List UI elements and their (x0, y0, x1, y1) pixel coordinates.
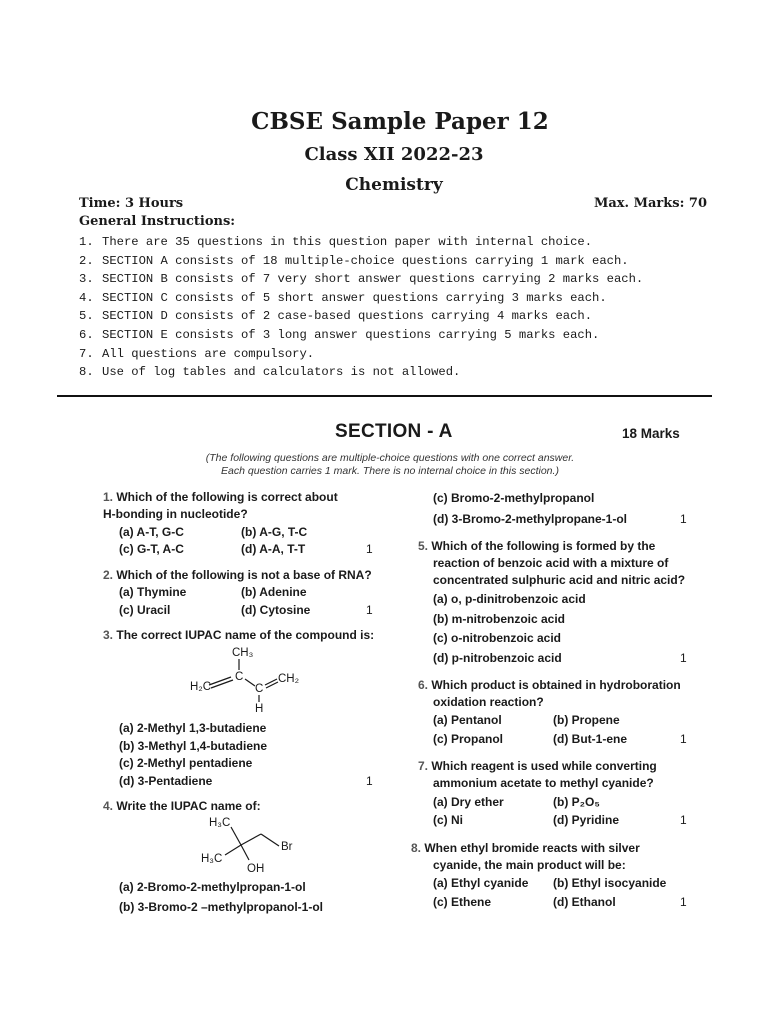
class-line: Class XII 2022-23 (304, 144, 484, 165)
max-marks-label: Max. Marks: 70 (593, 196, 707, 211)
q3-option-a: (a) 2-Methyl 1,3-butadiene (119, 721, 267, 735)
q4-bond (241, 834, 261, 845)
question-6: 6. Which product is obtained in hydroboration oxidation reaction? (418, 678, 681, 709)
q2-option-b: (b) Adenine (241, 585, 307, 599)
q8-option-c: (c) Ethene (433, 895, 492, 909)
q5-option-b: (b) m-nitrobenzoic acid (433, 612, 565, 626)
q6-option-a: (a) Pentanol (433, 713, 502, 727)
q2-option-c: (c) Uracil (119, 603, 171, 617)
q5-mark: 1 (680, 651, 687, 665)
q3-structure-diagram (185, 642, 305, 714)
q3-atom-c1: C (235, 671, 244, 683)
question-7: 7. Which reagent is used while converting ammonium acetate to methyl cyanide? (418, 759, 657, 790)
q4-option-b: (b) 3-Bromo-2 –methylpropanol-1-ol (119, 900, 324, 914)
q6-option-c: (c) Propanol (433, 732, 504, 746)
q8-option-a: (a) Ethyl cyanide (433, 876, 529, 890)
subject-title: Chemistry (345, 175, 443, 195)
q7-mark: 1 (680, 813, 687, 827)
q4-atom-oh: OH (247, 863, 265, 875)
q4-mark: 1 (680, 512, 687, 526)
q2-option-a: (a) Thymine (119, 585, 187, 599)
q7-option-c: (c) Ni (433, 813, 463, 827)
q3-atom-h: H (255, 703, 264, 714)
q4-option-d: (d) 3-Bromo-2-methylpropane-1-ol (433, 512, 628, 526)
q7-option-b: (b) P₂O₅ (553, 795, 600, 809)
instruction-item: 4. SECTION C consists of 5 short answer questions carrying 3 marks each. (79, 290, 607, 305)
paper-title: CBSE Sample Paper 12 (251, 108, 549, 135)
question-4: 4. Write the IUPAC name of: (103, 799, 261, 813)
q6-option-d: (d) But-1-ene (553, 732, 627, 746)
q4-option-c: (c) Bromo-2-methylpropanol (433, 491, 595, 505)
q4-structure-diagram (195, 812, 305, 876)
q5-option-c: (c) o-nitrobenzoic acid (433, 631, 562, 645)
q3-mark: 1 (366, 774, 373, 788)
q1-option-a: (a) A-T, G-C (119, 525, 184, 539)
q3-bond (245, 679, 255, 686)
q5-option-d: (d) p-nitrobenzoic acid (433, 651, 562, 665)
question-3: 3. The correct IUPAC name of the compound is: (103, 628, 375, 642)
q4-atom-br: Br (281, 841, 293, 853)
instructions-list (79, 233, 643, 382)
q3-bond (211, 680, 233, 688)
q8-option-b: (b) Ethyl isocyanide (553, 876, 667, 890)
q2-mark: 1 (366, 603, 373, 617)
q6-mark: 1 (680, 732, 687, 746)
q3-bond (266, 682, 278, 688)
q3-option-b: (b) 3-Methyl 1,4-butadiene (119, 739, 268, 753)
q4-bond (225, 845, 241, 855)
instruction-item: 7. All questions are compulsory. (79, 346, 315, 361)
question-1: 1. Which of the following is correct about H-bonding in nucleotide? (103, 490, 338, 521)
q4-bond (241, 845, 249, 860)
q1-option-d: (d) A-A, T-T (241, 542, 306, 556)
q4-atom-h3c-bottom: H₃C (201, 853, 223, 865)
q3-atom-c2: C (255, 683, 264, 695)
section-note: (The following questions are multiple-choice questions with one correct answer. Each question carries 1 mark. There is no internal choice in this section.) (205, 452, 575, 477)
q8-option-d: (d) Ethanol (553, 895, 616, 909)
q1-option-c: (c) G-T, A-C (119, 542, 184, 556)
q3-bond (209, 677, 231, 685)
q1-mark: 1 (366, 542, 373, 556)
question-5: 5. Which of the following is formed by the reaction of benzoic acid with a mixture of concentrated sulphuric acid and nitric acid? (418, 539, 686, 587)
q8-mark: 1 (680, 895, 687, 909)
q4-option-a: (a) 2-Bromo-2-methylpropan-1-ol (119, 880, 306, 894)
instructions-heading: General Instructions: (79, 214, 236, 229)
q4-bond (231, 827, 241, 845)
q6-option-b: (b) Propene (553, 713, 620, 727)
instruction-item: 1. There are 35 questions in this question paper with internal choice. (79, 235, 593, 249)
instruction-item: 8. Use of log tables and calculators is not allowed. (79, 365, 461, 380)
q4-bond (261, 834, 279, 846)
q3-option-d: (d) 3-Pentadiene (119, 774, 213, 788)
section-title: SECTION - A (335, 421, 453, 442)
q3-option-c: (c) 2-Methyl pentadiene (119, 756, 253, 770)
q3-atom-ch3: CH₃ (232, 647, 254, 659)
section-marks: 18 Marks (622, 426, 680, 441)
q3-atom-ch2: CH₂ (278, 673, 300, 685)
q3-atom-h2c: H₂C (190, 681, 212, 693)
q1-option-b: (b) A-G, T-C (241, 525, 308, 539)
q7-option-d: (d) Pyridine (553, 813, 620, 827)
q4-atom-h3c-top: H₃C (209, 817, 231, 829)
instruction-item: 5. SECTION D consists of 2 case-based questions carrying 4 marks each. (79, 309, 593, 324)
instruction-item: 6. SECTION E consists of 3 long answer questions carrying 5 marks each. (79, 327, 600, 342)
question-8: 8. When ethyl bromide reacts with silver cyanide, the main product will be: (411, 841, 640, 872)
question-2: 2. Which of the following is not a base of RNA? (103, 568, 372, 582)
q5-option-a: (a) o, p-dinitrobenzoic acid (433, 592, 586, 606)
divider-rule (57, 395, 712, 397)
instruction-item: 2. SECTION A consists of 18 multiple-choice questions carrying 1 mark each. (79, 253, 629, 268)
q7-option-a: (a) Dry ether (433, 795, 504, 809)
q2-option-d: (d) Cytosine (241, 603, 311, 617)
instruction-item: 3. SECTION B consists of 7 very short answer questions carrying 2 marks each. (79, 272, 644, 287)
q3-bond (265, 679, 277, 685)
time-label: Time: 3 Hours (79, 196, 184, 211)
